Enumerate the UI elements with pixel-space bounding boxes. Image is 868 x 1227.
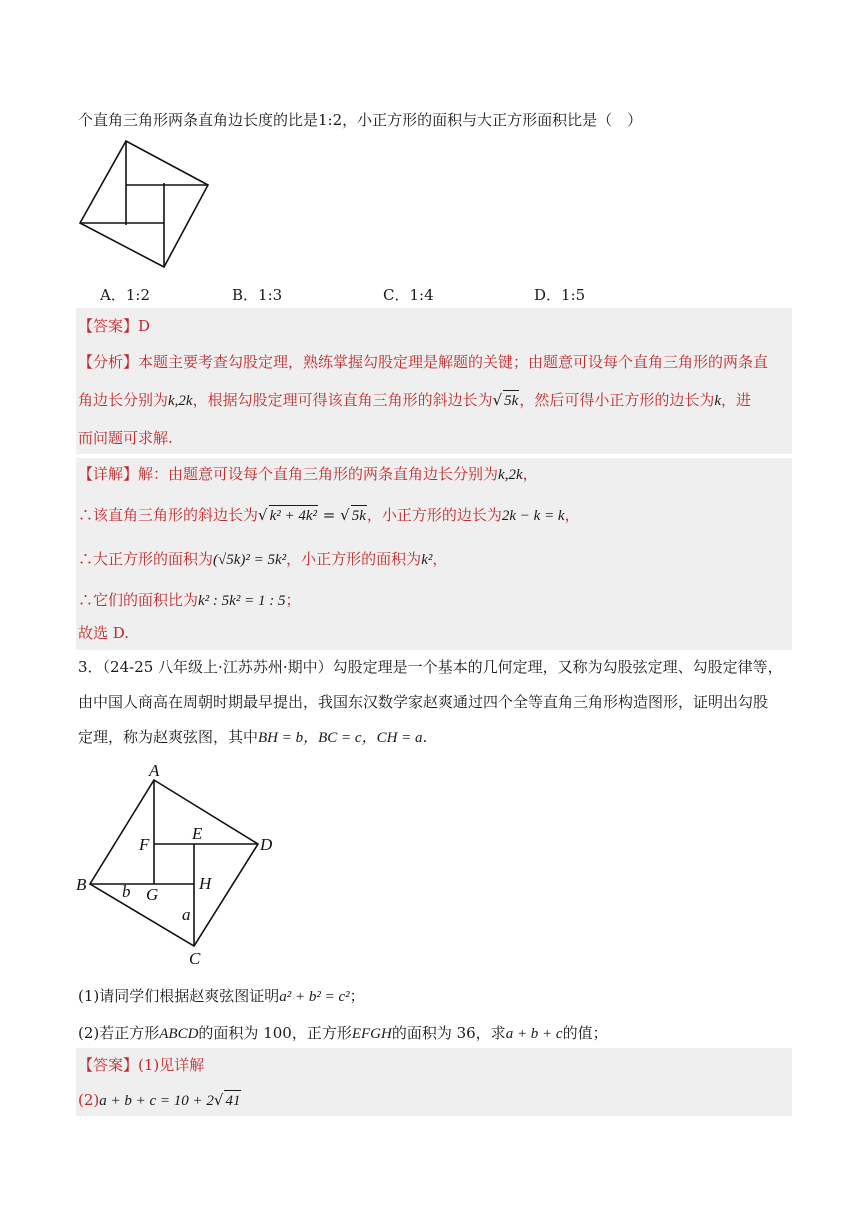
label-H: H (199, 874, 212, 893)
q3-line-1: 3．（24-25 八年级上·江苏苏州·期中）勾股定理是一个基本的几何定理，又称为勾股弦定理、勾股定律等， (78, 658, 783, 676)
label-B: B (76, 875, 87, 894)
option-c[interactable]: C．1:4 (383, 286, 434, 304)
analysis-tag: 【分析】 (78, 353, 139, 371)
answer3-tag: 【答案】 (78, 1056, 139, 1074)
label-A: A (149, 761, 160, 780)
answer3-line-1: 【答案】(1)见详解 (78, 1056, 205, 1074)
label-C: C (189, 949, 201, 968)
detail-line-1: 【详解】解：由题意可设每个直角三角形的两条直角边长分别为k,2k， (78, 465, 538, 483)
label-b: b (122, 882, 131, 901)
answer-block-1 (76, 308, 792, 454)
answer3-line-2: (2)a + b + c = 10 + 2√ 41 (78, 1091, 241, 1109)
detail-line-5: 故选 D. (78, 624, 130, 642)
option-b[interactable]: B．1:3 (232, 286, 283, 304)
analysis-line-1: 【分析】本题主要考查勾股定理，熟练掌握勾股定理是解题的关键；由题意可设每个直角三角形的两条直 (78, 353, 769, 371)
q3-line-2: 由中国人商高在周朝时期最早提出，我国东汉数学家赵爽通过四个全等直角三角形构造图形，证明出勾股 (78, 693, 769, 711)
analysis-line-3: 而问题可求解. (78, 429, 173, 447)
detail-line-3: ∴大正方形的面积为(√5k)² = 5k²，小正方形的面积为k²， (78, 550, 448, 568)
analysis-line-2: 角边长分别为k,2k，根据勾股定理可得该直角三角形的斜边长为√ 5k，然后可得小正方形的边长为k，进 (78, 391, 752, 409)
label-a: a (182, 905, 191, 924)
zhao-shuang-diagram (72, 760, 292, 970)
option-a[interactable]: A．1:2 (100, 286, 150, 304)
q3-line-3: 定理，称为赵爽弦图，其中BH = b，BC = c，CH = a. (78, 728, 428, 746)
q3-sub-2: (2)若正方形ABCD的面积为 100，正方形EFGH的面积为 36，求a + b + c的值； (78, 1024, 608, 1042)
label-E: E (192, 824, 203, 843)
detail-line-4: ∴它们的面积比为k² : 5k² = 1 : 5； (78, 591, 301, 609)
detail-tag: 【详解】 (78, 465, 139, 483)
answer-line-1 (78, 316, 150, 336)
pinwheel-square-figure (70, 135, 220, 277)
answer-value: D (138, 317, 151, 335)
answer-tag: 【答案】 (78, 317, 139, 335)
label-F: F (139, 835, 150, 854)
label-G: G (146, 885, 159, 904)
q3-sub-1: (1)请同学们根据赵爽弦图证明a² + b² = c²； (78, 987, 365, 1005)
label-D: D (260, 835, 273, 854)
detail-line-2: ∴该直角三角形的斜边长为√ k² + 4k² = √ 5k，小正方形的边长为2k − k = k， (78, 506, 580, 524)
option-d[interactable]: D．1:5 (534, 286, 586, 304)
question-intro: 个直角三角形两条直角边长度的比是1:2，小正方形的面积与大正方形面积比是（ ） (78, 111, 643, 129)
